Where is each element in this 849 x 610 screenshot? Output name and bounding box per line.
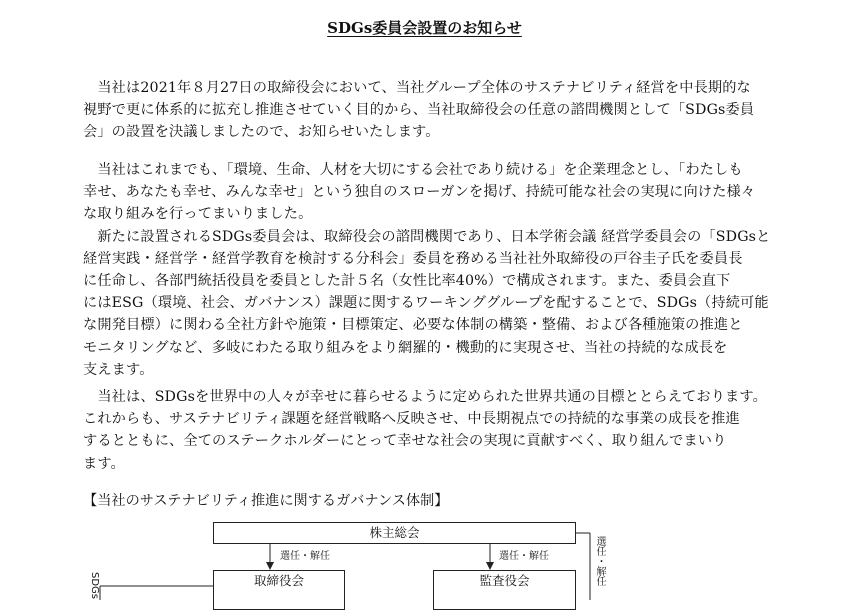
text-line: 経営実践・経営学・経営学教育を検討する分科会」委員を務める当社社外取締役の戸谷圭子氏を委員長 xyxy=(83,250,743,267)
text-line: 当社はこれまでも、「環境、生命、人材を大切にする会社であり続ける」を企業理念とし、「わたしも xyxy=(83,162,743,178)
text-line: 会」の設置を決議しましたので、お知らせいたします。 xyxy=(83,124,440,141)
right-vertical-label: 選任・解任 xyxy=(594,536,605,586)
auditor-appointment-label: 選任・解任 xyxy=(499,551,549,562)
text-line: これからも、サステナビリティ課題を経営戦略へ反映させ、中長期視点での持続的な事業の成長を推進 xyxy=(83,411,740,428)
text-line: 視野で更に体系的に拡充し推進させていく目的から、当社取締役会の任意の諮問機関として「SDGs委員 xyxy=(83,102,755,119)
text-line: にはESG（環境、社会、ガバナンス）課題に関するワーキンググループを配することで、SDGs（持続可能 xyxy=(83,295,769,312)
text-line: するとともに、全てのステークホルダーにとって幸せな社会の実現に貢献すべく、取り組んでまいり xyxy=(83,433,727,450)
text-line: 当社は2021年８月27日の取締役会において、当社グループ全体のサステナビリティ経営を中長期的な xyxy=(83,80,751,96)
text-line: ます。 xyxy=(83,455,125,472)
text-line: モニタリングなど、多岐にわたる取り組みをより網羅的・機動的に実現させ、当社の持続的な成長を xyxy=(83,339,728,356)
left-vertical-label: SDGs xyxy=(89,572,100,600)
section-heading: 【当社のサステナビリティ推進に関するガバナンス体制】 xyxy=(83,493,449,509)
board-appointment-label: 選任・解任 xyxy=(280,551,330,562)
text-line: 幸せ、あなたも幸せ、みんな幸せ」という独自のスローガンを掲げ、持続可能な社会の実現に向けた様々 xyxy=(83,184,756,201)
shareholders-meeting-box xyxy=(213,522,576,544)
arrowhead xyxy=(486,562,494,570)
board-of-directors-box xyxy=(213,570,345,610)
shareholders-meeting-label: 株主総会 xyxy=(369,525,420,540)
audit-board-box xyxy=(433,570,576,610)
text-line: 支えます。 xyxy=(83,361,154,378)
text-line: な取り組みを行ってまいりました。 xyxy=(83,206,313,223)
text-line: 新たに設置されるSDGs委員会は、取締役会の諮問機関であり、日本学術会議 経営学委員会の「SDGsと xyxy=(83,228,771,245)
document-title-text: SDGs委員会設置のお知らせ xyxy=(327,19,522,37)
arrowhead xyxy=(266,562,274,570)
text-line: 当社は、SDGsを世界中の人々が幸せに暮らせるように定められた世界共通の目標ととらえております。 xyxy=(83,389,767,405)
text-line: に任命し、各部門統括役員を委員とした計５名（女性比率40%）で構成されます。また、委員会直下 xyxy=(83,273,731,290)
text-line: な開発目標）に関わる全社方針や施策・目標策定、必要な体制の構築・整備、および各種施策の推進と xyxy=(83,317,743,334)
audit-board-label: 監査役会 xyxy=(479,573,530,588)
board-of-directors-label: 取締役会 xyxy=(253,573,304,588)
